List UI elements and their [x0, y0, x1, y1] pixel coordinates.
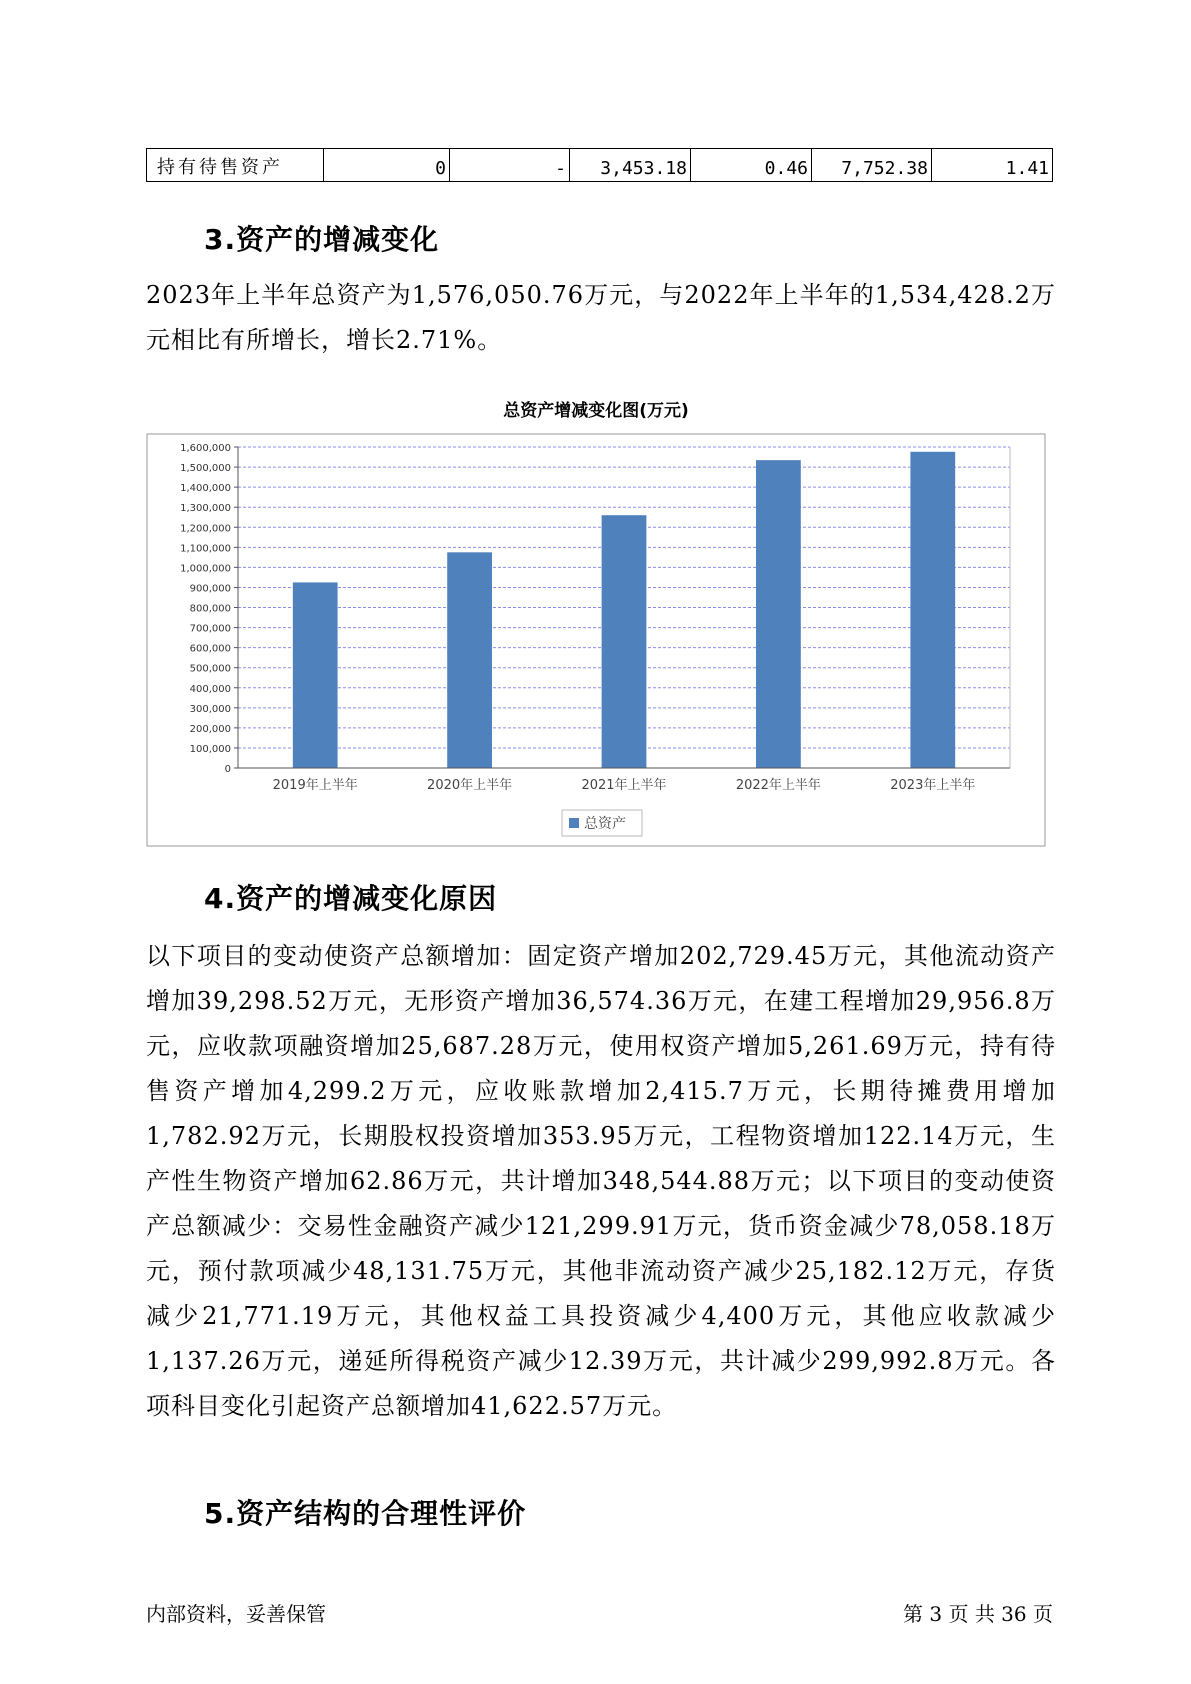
table-cell-name: 持有待售资产	[147, 149, 324, 182]
footer-confidential-note: 内部资料，妥善保管	[146, 1602, 326, 1626]
legend-label: 总资产	[584, 816, 626, 832]
bar	[447, 552, 492, 768]
x-tick-label: 2023年上半年	[890, 778, 976, 793]
y-tick-label: 700,000	[189, 623, 231, 635]
y-tick-label: 600,000	[189, 643, 231, 655]
y-tick-label: 1,600,000	[180, 443, 231, 454]
y-tick-label: 300,000	[189, 703, 231, 715]
y-tick-label: 1,500,000	[180, 463, 231, 475]
y-tick-label: 400,000	[189, 683, 231, 695]
section-heading-structure-evaluation: 5.资产结构的合理性评价	[204, 1497, 527, 1530]
y-tick-label: 1,000,000	[180, 563, 231, 575]
table-cell: 1.41	[932, 149, 1053, 182]
table-cell: 7,752.38	[812, 149, 932, 182]
y-tick-label: 800,000	[189, 603, 231, 615]
x-tick-label: 2019年上半年	[272, 778, 358, 793]
y-tick-label: 1,100,000	[180, 543, 231, 555]
bar	[910, 452, 955, 768]
x-tick-label: 2021年上半年	[581, 778, 667, 793]
x-tick-label: 2020年上半年	[427, 778, 513, 793]
section-heading-change-reasons: 4.资产的增减变化原因	[204, 882, 498, 915]
table-cell: -	[450, 149, 570, 182]
asset-table	[146, 148, 1053, 182]
paragraph-asset-change: 2023年上半年总资产为1,576,050.76万元，与2022年上半年的1,534,428.2万元相比有所增长，增长2.71%。	[146, 281, 1056, 354]
x-tick-label: 2022年上半年	[735, 778, 821, 793]
bar	[756, 460, 801, 768]
y-tick-label: 500,000	[189, 663, 231, 675]
y-tick-label: 1,400,000	[180, 483, 231, 495]
table-row	[147, 149, 1053, 182]
total-assets-bar-chart	[146, 390, 1046, 850]
table-cell: 0	[324, 149, 450, 182]
bar	[293, 582, 338, 768]
legend-swatch	[569, 818, 579, 828]
chart-legend	[562, 810, 642, 836]
y-tick-label: 200,000	[189, 723, 231, 735]
chart-x-axis	[238, 768, 1010, 793]
y-tick-label: 1,200,000	[180, 523, 231, 535]
chart-bars	[293, 452, 955, 768]
footer-page-number: 第 3 页 共 36 页	[903, 1602, 1053, 1626]
table-cell: 3,453.18	[570, 149, 691, 182]
chart-title: 总资产增减变化图(万元)	[503, 401, 689, 421]
section-heading-asset-change: 3.资产的增减变化	[204, 223, 440, 256]
y-tick-label: 1,300,000	[180, 503, 231, 515]
table-cell: 0.46	[691, 149, 812, 182]
y-tick-label: 900,000	[189, 583, 231, 595]
chart-y-axis	[180, 443, 238, 775]
y-tick-label: 0	[224, 764, 231, 775]
y-tick-label: 100,000	[189, 743, 231, 755]
bar	[602, 515, 647, 768]
paragraph-change-reasons: 以下项目的变动使资产总额增加：固定资产增加202,729.45万元，其他流动资产增加39,298.52万元，无形资产增加36,574.36万元，在建工程增加29,956.8万元，应收款项融资增加25,687.28万元，使用权资产增加5,261.69万元，持有待售资产增加4,299.2万元，应收账款增加2,415.7万元，长期待摊费用增加1,782.92万元，长期股权投资增加353.95万元，工程物资增加122.14万元，生产性生物资产增加62.86万元，共计增加348,544.88万元；以下项目的变动使资产总额减少：交易性金融资产减少121,299.91万元，货币资金减少78,058.18万元，预付款项减少48,131.75万元，其他非流动资产减少25,182.12万元，存货减少21,771.19万元，其他权益工具投资减少4,400万元，其他应收款减少1,137.26万元，递延所得税资产减少12.39万元，共计减少299,992.8万元。各项科目变化引起资产总额增加41,622.57万元。	[146, 942, 1056, 1420]
